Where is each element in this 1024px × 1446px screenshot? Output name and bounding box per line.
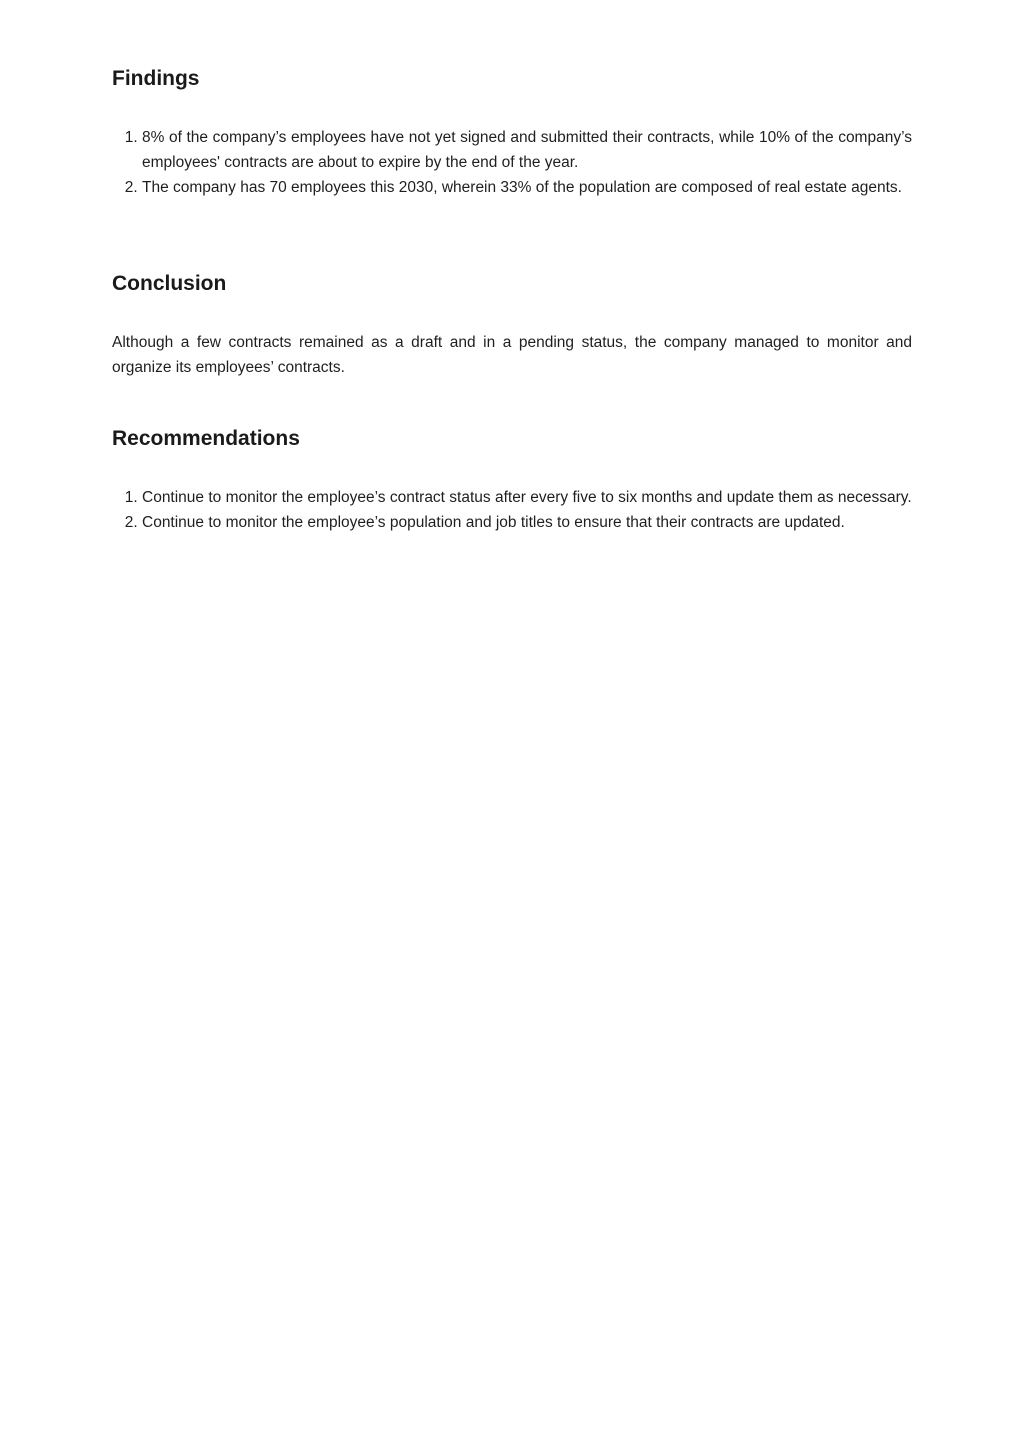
recommendations-heading: Recommendations	[112, 427, 300, 450]
conclusion-paragraph: Although a few contracts remained as a draft and in a pending status, the company managed to monitor and organize its employees’ contracts.	[112, 334, 912, 376]
findings-heading: Findings	[112, 67, 200, 90]
findings-list	[112, 125, 912, 200]
findings-item: 1. 8% of the company’s employees have not yet signed and submitted their contracts, while 10% of the company’s employees' contracts are about to expire by the end of the year.	[142, 125, 912, 175]
recommendations-item: 2. Continue to monitor the employee’s population and job titles to ensure that their contracts are updated.	[142, 510, 912, 535]
findings-item: 2. The company has 70 employees this 2030, wherein 33% of the population are composed of real estate agents.	[142, 175, 912, 200]
conclusion-heading: Conclusion	[112, 272, 227, 295]
recommendations-item: 1. Continue to monitor the employee’s contract status after every five to six months and update them as necessary.	[142, 485, 912, 510]
recommendations-list	[112, 485, 912, 535]
